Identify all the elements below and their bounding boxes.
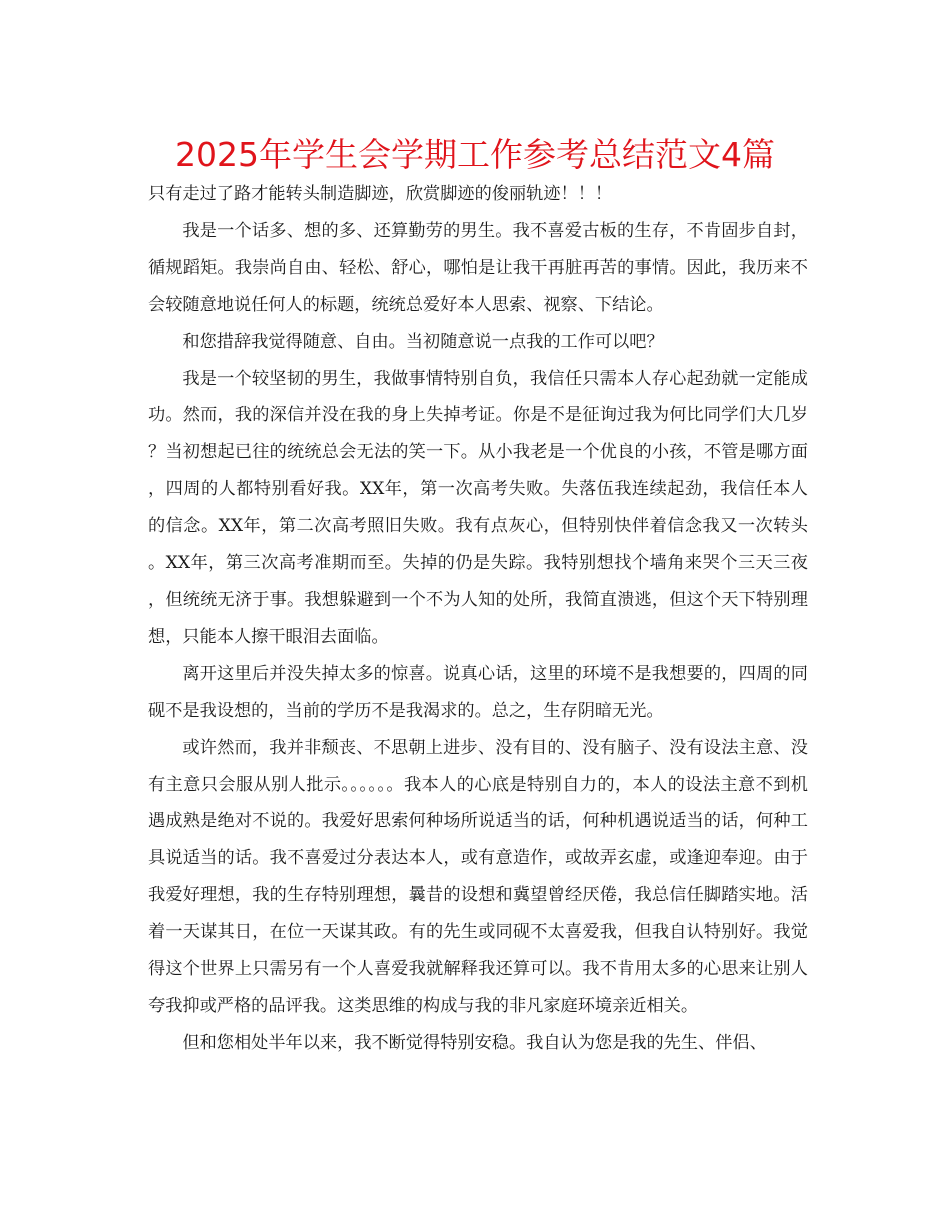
paragraph-1: 只有走过了路才能转头制造脚迹，欣赏脚迹的俊丽轨迹！！！ (148, 184, 613, 204)
paragraph-6: 或许然而，我并非颓丧、不思朝上进步、没有目的、没有脑子、没有设法主意、没有主意只会服从别人批示。。。。。。我本人的心底是特别自力的，本人的设法主意不到机遇成熟是绝对不说的。我爱好思索何种场所说适当的话，何种机遇说适当的话，何种工具说适当的话。我不喜爱过分表达本人，或有意造作，或故弄玄虚，或逢迎奉迎。由于我爱好理想，我的生存特别理想，曩昔的设想和冀望曾经厌倦，我总信任脚踏实地。活着一天谋其日，在位一天谋其政。有的先生或同砚不太喜爱我，但我自认特别好。我觉得这个世界上只需另有一个人喜爱我就解释我还算可以。我不肯用太多的心思来让别人夸我抑或严格的品评我。这类思维的构成与我的非凡家庭环境亲近相关。 (148, 737, 808, 1016)
paragraph-4: 我是一个较坚韧的男生，我做事情特别自负，我信任只需本人存心起劲就一定能成功。然而，我的深信并没在我的身上失掉考证。你是不是征询过我为何比同学们大几岁？当初想起已往的统统总会无法的笑一下。从小我老是一个优良的小孩，不管是哪方面，四周的人都特别看好我。XX年，第一次高考失败。失落伍我连续起劲，我信任本人的信念。XX年，第二次高考照旧失败。我有点灰心，但特别快伴着信念我又一次转头。XX年，第三次高考准期而至。失掉的仍是失踪。我特别想找个墙角来哭个三天三夜，但统统无济于事。我想躲避到一个不为人知的处所，我简直溃逃，但这个天下特别理想，只能本人擦干眼泪去面临。 (148, 368, 808, 647)
document-title: 2025年学生会学期工作参考总结范文4篇 (175, 135, 775, 174)
paragraph-3: 和您措辞我觉得随意、自由。当初随意说一点我的工作可以吧？ (182, 331, 664, 352)
paragraph-2: 我是一个话多、想的多、还算勤劳的男生。我不喜爱古板的生存，不肯固步自封，循规蹈矩。我崇尚自由、轻松、舒心，哪怕是让我干再脏再苦的事情。因此，我历来不会较随意地说任何人的标题，统统总爱好本人思索、视察、下结论。 (148, 220, 808, 315)
paragraph-7: 但和您相处半年以来，我不断觉得特别安稳。我自认为您是我的先生、伴侣、 (182, 1032, 767, 1053)
paragraph-5: 离开这里后并没失掉太多的惊喜。说真心话，这里的环境不是我想要的，四周的同砚不是我设想的，当前的学历不是我渴求的。总之，生存阴暗无光。 (148, 663, 808, 721)
document-body (148, 176, 808, 1062)
